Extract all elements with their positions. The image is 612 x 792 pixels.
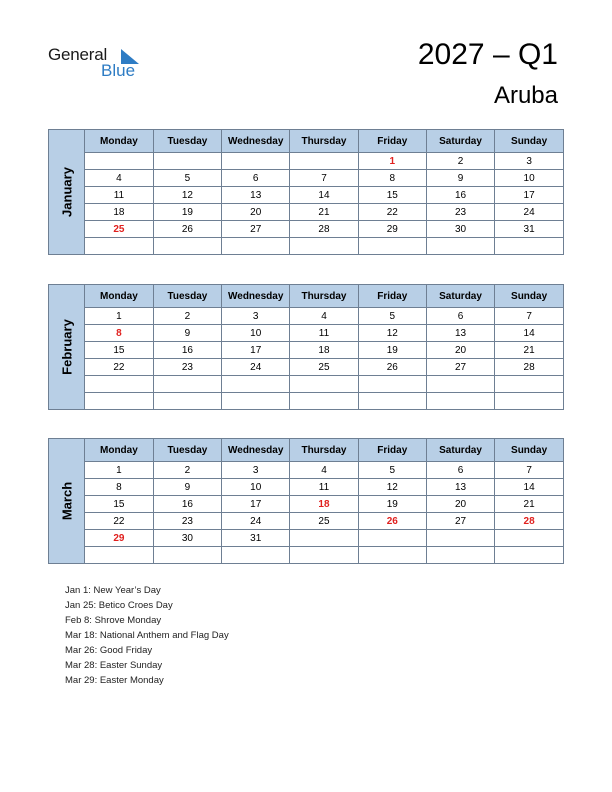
holiday-note: Mar 28: Easter Sunday xyxy=(65,660,163,671)
day-cell xyxy=(153,547,221,564)
day-cell: 1 xyxy=(358,153,426,170)
weekday-header: Thursday xyxy=(290,285,358,308)
day-cell xyxy=(85,547,153,564)
day-cell: 13 xyxy=(222,187,290,204)
weekday-header: Tuesday xyxy=(153,439,221,462)
day-cell: 25 xyxy=(85,221,153,238)
holiday-note: Jan 1: New Year’s Day xyxy=(65,585,161,596)
day-cell xyxy=(495,530,563,547)
week-row xyxy=(85,359,563,376)
day-cell: 20 xyxy=(222,204,290,221)
day-cell: 19 xyxy=(358,496,426,513)
day-cell: 27 xyxy=(222,221,290,238)
month-block-february xyxy=(48,284,564,410)
day-cell: 20 xyxy=(426,342,494,359)
week-row xyxy=(85,325,563,342)
day-cell: 24 xyxy=(222,513,290,530)
day-cell: 2 xyxy=(153,308,221,325)
weekday-header: Sunday xyxy=(495,439,563,462)
weekday-header: Thursday xyxy=(290,439,358,462)
day-cell: 18 xyxy=(290,342,358,359)
day-cell xyxy=(426,530,494,547)
day-cell: 16 xyxy=(153,496,221,513)
day-cell: 6 xyxy=(426,462,494,479)
logo-general-text: General xyxy=(48,45,108,64)
logo-blue-text: Blue xyxy=(101,61,136,80)
day-cell xyxy=(85,393,153,410)
day-cell: 5 xyxy=(153,170,221,187)
month-name: March xyxy=(59,481,74,521)
weekday-header: Thursday xyxy=(290,130,358,153)
day-cell xyxy=(426,393,494,410)
weekday-header: Saturday xyxy=(426,285,494,308)
week-row xyxy=(85,238,563,255)
day-cell: 5 xyxy=(358,462,426,479)
month-table xyxy=(85,285,563,409)
month-table xyxy=(85,439,563,563)
day-cell: 26 xyxy=(358,359,426,376)
day-cell xyxy=(290,547,358,564)
day-cell: 26 xyxy=(358,513,426,530)
country-name: Aruba xyxy=(493,82,558,109)
month-block-march xyxy=(48,438,564,564)
day-cell xyxy=(495,393,563,410)
weekday-header: Saturday xyxy=(426,130,494,153)
day-cell: 4 xyxy=(290,308,358,325)
day-cell xyxy=(426,376,494,393)
day-cell: 19 xyxy=(153,204,221,221)
day-cell xyxy=(358,530,426,547)
month-table xyxy=(85,130,563,254)
holiday-note: Jan 25: Betico Croes Day xyxy=(65,600,173,611)
day-cell: 3 xyxy=(495,153,563,170)
day-cell: 13 xyxy=(426,479,494,496)
holiday-note: Mar 18: National Anthem and Flag Day xyxy=(65,630,229,641)
day-cell: 2 xyxy=(153,462,221,479)
day-cell: 7 xyxy=(495,462,563,479)
day-cell: 9 xyxy=(426,170,494,187)
day-cell xyxy=(495,547,563,564)
day-cell: 18 xyxy=(290,496,358,513)
day-cell: 28 xyxy=(290,221,358,238)
weekday-header: Wednesday xyxy=(222,285,290,308)
day-cell: 31 xyxy=(495,221,563,238)
day-cell: 24 xyxy=(495,204,563,221)
holiday-note: Mar 29: Easter Monday xyxy=(65,675,164,686)
weekday-header: Wednesday xyxy=(222,439,290,462)
day-cell: 12 xyxy=(358,325,426,342)
day-cell: 3 xyxy=(222,308,290,325)
day-cell: 14 xyxy=(290,187,358,204)
day-cell: 23 xyxy=(153,359,221,376)
day-cell: 14 xyxy=(495,479,563,496)
day-cell xyxy=(85,238,153,255)
day-cell: 21 xyxy=(495,496,563,513)
day-cell: 9 xyxy=(153,479,221,496)
day-cell: 4 xyxy=(290,462,358,479)
day-cell xyxy=(153,153,221,170)
day-cell: 31 xyxy=(222,530,290,547)
day-cell xyxy=(222,547,290,564)
page-title: 2027 – Q1 xyxy=(417,38,558,71)
month-name: February xyxy=(59,319,74,375)
day-cell: 27 xyxy=(426,359,494,376)
day-cell: 12 xyxy=(358,479,426,496)
weekday-header: Friday xyxy=(358,285,426,308)
day-cell xyxy=(222,238,290,255)
day-cell: 12 xyxy=(153,187,221,204)
day-cell: 10 xyxy=(222,325,290,342)
day-cell: 8 xyxy=(85,479,153,496)
day-cell: 24 xyxy=(222,359,290,376)
day-cell: 21 xyxy=(290,204,358,221)
day-cell xyxy=(290,238,358,255)
holiday-notes xyxy=(65,583,229,688)
week-row xyxy=(85,342,563,359)
day-cell xyxy=(358,547,426,564)
day-cell xyxy=(222,393,290,410)
day-cell: 17 xyxy=(495,187,563,204)
day-cell: 22 xyxy=(358,204,426,221)
week-row xyxy=(85,496,563,513)
day-cell xyxy=(290,376,358,393)
week-row xyxy=(85,221,563,238)
day-cell: 26 xyxy=(153,221,221,238)
day-cell: 1 xyxy=(85,308,153,325)
month-name: January xyxy=(59,167,74,217)
day-cell xyxy=(85,153,153,170)
weekday-header: Sunday xyxy=(495,285,563,308)
day-cell: 7 xyxy=(495,308,563,325)
day-cell: 30 xyxy=(426,221,494,238)
week-row xyxy=(85,547,563,564)
day-cell: 8 xyxy=(85,325,153,342)
day-cell: 13 xyxy=(426,325,494,342)
week-row xyxy=(85,393,563,410)
day-cell: 25 xyxy=(290,359,358,376)
holiday-note: Feb 8: Shrove Monday xyxy=(65,615,162,626)
day-cell xyxy=(495,238,563,255)
day-cell: 29 xyxy=(358,221,426,238)
day-cell: 20 xyxy=(426,496,494,513)
day-cell: 11 xyxy=(290,479,358,496)
day-cell xyxy=(85,376,153,393)
day-cell xyxy=(358,376,426,393)
day-cell: 17 xyxy=(222,496,290,513)
day-cell: 15 xyxy=(85,496,153,513)
day-cell xyxy=(153,376,221,393)
day-cell: 17 xyxy=(222,342,290,359)
month-label xyxy=(49,439,85,563)
day-cell: 15 xyxy=(85,342,153,359)
day-cell: 6 xyxy=(426,308,494,325)
day-cell: 8 xyxy=(358,170,426,187)
weekday-header: Monday xyxy=(85,130,153,153)
weekday-header: Sunday xyxy=(495,130,563,153)
weekday-header: Friday xyxy=(358,439,426,462)
month-block-january xyxy=(48,129,564,255)
week-row xyxy=(85,170,563,187)
weekday-header: Monday xyxy=(85,285,153,308)
holiday-note: Mar 26: Good Friday xyxy=(65,645,153,656)
day-cell: 25 xyxy=(290,513,358,530)
day-cell: 7 xyxy=(290,170,358,187)
day-cell: 27 xyxy=(426,513,494,530)
day-cell: 15 xyxy=(358,187,426,204)
day-cell: 4 xyxy=(85,170,153,187)
day-cell: 2 xyxy=(426,153,494,170)
weekday-header: Saturday xyxy=(426,439,494,462)
day-cell xyxy=(426,238,494,255)
week-row xyxy=(85,308,563,325)
generalblue-logo xyxy=(48,45,148,85)
day-cell xyxy=(358,238,426,255)
weekday-header: Monday xyxy=(85,439,153,462)
weekday-header: Tuesday xyxy=(153,130,221,153)
day-cell: 9 xyxy=(153,325,221,342)
day-cell xyxy=(358,393,426,410)
day-cell xyxy=(495,376,563,393)
week-row xyxy=(85,462,563,479)
day-cell: 1 xyxy=(85,462,153,479)
day-cell xyxy=(426,547,494,564)
weekday-header: Tuesday xyxy=(153,285,221,308)
day-cell: 18 xyxy=(85,204,153,221)
day-cell xyxy=(153,393,221,410)
day-cell: 23 xyxy=(426,204,494,221)
day-cell xyxy=(222,153,290,170)
weekday-header: Wednesday xyxy=(222,130,290,153)
day-cell: 16 xyxy=(153,342,221,359)
day-cell: 23 xyxy=(153,513,221,530)
day-cell xyxy=(290,530,358,547)
month-label xyxy=(49,130,85,254)
month-label xyxy=(49,285,85,409)
day-cell: 3 xyxy=(222,462,290,479)
weekday-header: Friday xyxy=(358,130,426,153)
day-cell: 29 xyxy=(85,530,153,547)
week-row xyxy=(85,513,563,530)
week-row xyxy=(85,153,563,170)
week-row xyxy=(85,479,563,496)
day-cell: 11 xyxy=(290,325,358,342)
day-cell xyxy=(290,393,358,410)
week-row xyxy=(85,376,563,393)
day-cell: 21 xyxy=(495,342,563,359)
day-cell xyxy=(153,238,221,255)
week-row xyxy=(85,187,563,204)
day-cell: 30 xyxy=(153,530,221,547)
day-cell: 22 xyxy=(85,513,153,530)
day-cell xyxy=(290,153,358,170)
day-cell xyxy=(222,376,290,393)
week-row xyxy=(85,530,563,547)
day-cell: 16 xyxy=(426,187,494,204)
day-cell: 28 xyxy=(495,513,563,530)
day-cell: 22 xyxy=(85,359,153,376)
day-cell: 19 xyxy=(358,342,426,359)
day-cell: 5 xyxy=(358,308,426,325)
day-cell: 11 xyxy=(85,187,153,204)
day-cell: 6 xyxy=(222,170,290,187)
day-cell: 10 xyxy=(222,479,290,496)
day-cell: 14 xyxy=(495,325,563,342)
day-cell: 10 xyxy=(495,170,563,187)
day-cell: 28 xyxy=(495,359,563,376)
week-row xyxy=(85,204,563,221)
